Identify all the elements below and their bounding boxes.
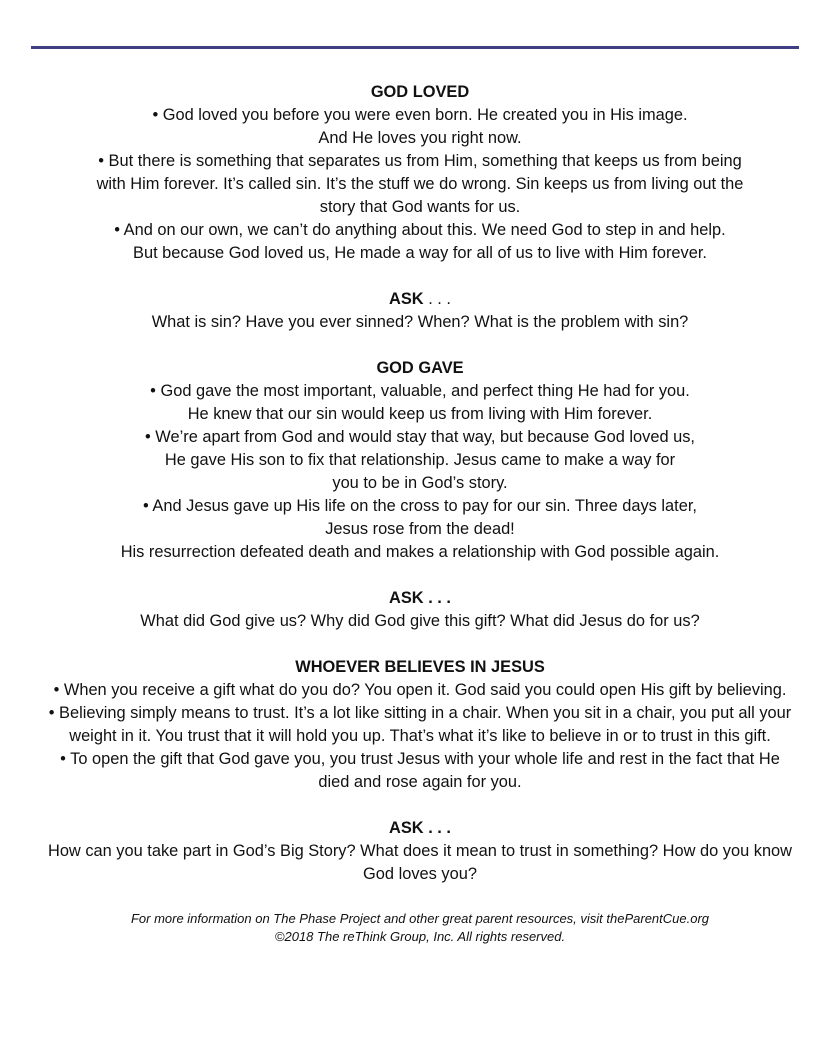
footer-copyright: ©2018 The reThink Group, Inc. All rights reserved. bbox=[274, 929, 566, 944]
body-line: • God gave the most important, valuable, and perfect thing He had for you. bbox=[150, 382, 690, 400]
ask-heading bbox=[20, 587, 816, 610]
body-line: • When you receive a gift what do you do? You open it. God said you could open His gift by believing. bbox=[53, 681, 787, 699]
body-line: Jesus rose from the dead! bbox=[325, 520, 515, 538]
section-heading: GOD GAVE bbox=[376, 359, 464, 377]
section-heading: WHOEVER BELIEVES IN JESUS bbox=[295, 658, 545, 676]
footer bbox=[20, 910, 816, 946]
body-line: • Believing simply means to trust. It’s a lot like sitting in a chair. When you sit in a chair, you put all your bbox=[48, 704, 792, 722]
ask-heading bbox=[20, 288, 816, 311]
section-whoever-believes bbox=[20, 656, 816, 886]
body-line: • We’re apart from God and would stay that way, but because God loved us, bbox=[145, 428, 695, 446]
ask-question: What is sin? Have you ever sinned? When? What is the problem with sin? bbox=[151, 313, 689, 331]
document-body bbox=[20, 81, 816, 886]
body-line: • And on our own, we can’t do anything about this. We need God to step in and help. bbox=[114, 221, 726, 239]
ask-label: ASK bbox=[389, 290, 424, 308]
spacer bbox=[20, 334, 816, 357]
body-line: But because God loved us, He made a way for all of us to live with Him forever. bbox=[133, 244, 707, 262]
section-god-gave bbox=[20, 357, 816, 656]
body-line: died and rose again for you. bbox=[318, 773, 522, 791]
header-rule bbox=[31, 46, 799, 49]
footer-info: For more information on The Phase Project and other great parent resources, visit theParentCue.org bbox=[130, 911, 710, 926]
body-line: And He loves you right now. bbox=[318, 129, 522, 147]
ask-question: God loves you? bbox=[363, 865, 477, 883]
ask-label: ASK . . . bbox=[389, 819, 451, 837]
body-line: His resurrection defeated death and makes a relationship with God possible again. bbox=[120, 543, 720, 561]
body-line: weight in it. You trust that it will hold you up. That’s what it’s like to believe in or to trust in this gift. bbox=[69, 727, 771, 745]
ask-heading bbox=[20, 817, 816, 840]
body-line: with Him forever. It’s called sin. It’s the stuff we do wrong. Sin keeps us from living out the bbox=[96, 175, 744, 193]
body-line: • But there is something that separates us from Him, something that keeps us from being bbox=[98, 152, 742, 170]
body-line: • To open the gift that God gave you, you trust Jesus with your whole life and rest in the fact that He bbox=[60, 750, 780, 768]
section-god-loved bbox=[20, 81, 816, 357]
spacer bbox=[20, 265, 816, 288]
body-line: you to be in God’s story. bbox=[332, 474, 508, 492]
spacer bbox=[20, 794, 816, 817]
spacer bbox=[20, 633, 816, 656]
body-line: • God loved you before you were even born. He created you in His image. bbox=[152, 106, 688, 124]
ask-question: What did God give us? Why did God give this gift? What did Jesus do for us? bbox=[140, 612, 700, 630]
body-line: He gave His son to fix that relationship. Jesus came to make a way for bbox=[164, 451, 676, 469]
body-line: He knew that our sin would keep us from living with Him forever. bbox=[187, 405, 653, 423]
ask-suffix: . . . bbox=[423, 290, 451, 308]
ask-question: How can you take part in God’s Big Story? What does it mean to trust in something? How do you know bbox=[47, 842, 793, 860]
body-line: story that God wants for us. bbox=[319, 198, 521, 216]
ask-label: ASK . . . bbox=[389, 589, 451, 607]
spacer bbox=[20, 564, 816, 587]
section-heading: GOD LOVED bbox=[370, 83, 470, 101]
body-line: • And Jesus gave up His life on the cross to pay for our sin. Three days later, bbox=[143, 497, 697, 515]
